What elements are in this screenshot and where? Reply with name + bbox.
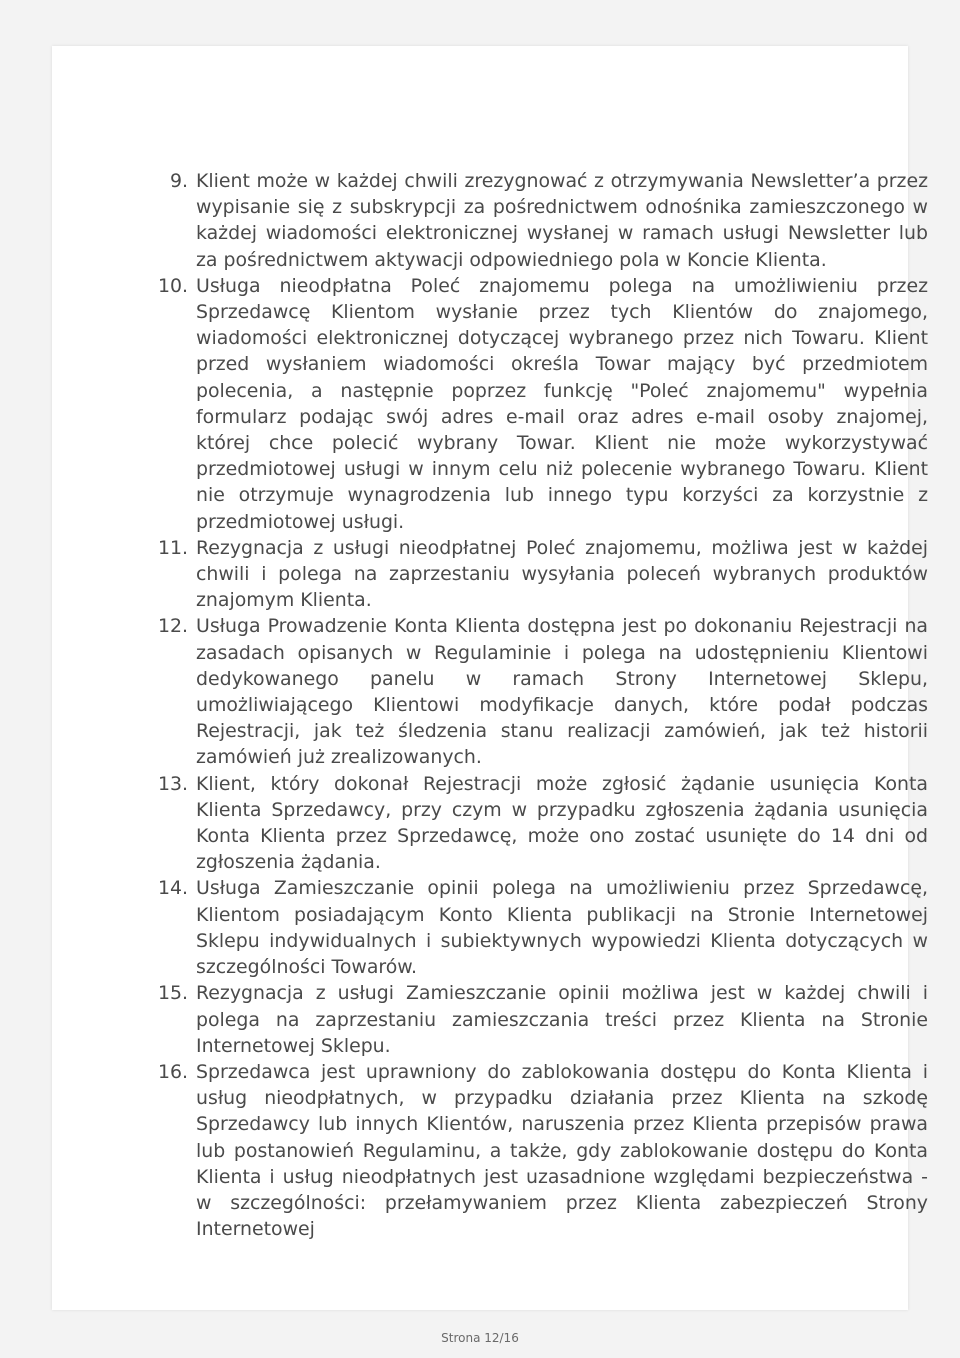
item-number: 13. — [157, 772, 188, 795]
item-text: Usługa nieodpłatna Poleć znajomemu polega na umożliwieniu przez Sprzedawcę Klientom wysłanie przez tych Klientów do znajomego, wiadomości elektronicznej dotyczącej wybranego przez nich Towaru. Klient przed wysłaniem wiadomości określa Towar mający być przedmiotem polecenia, a następnie poprzez funkcję "Poleć znajomemu" wypełnia formularz podając swój adres e-mail oraz adres e-mail osoby znajomej, której chce polecić wybrany Towar. Klient nie może wykorzystywać przedmiotowej usługi w innym celu niż polecenie wybranego Towaru. Klient nie otrzymuje wynagrodzenia lub innego typu korzyści za korzystnie z przedmiotowej usługi. — [196, 274, 928, 533]
item-text: Usługa Zamieszczanie opinii polega na umożliwieniu przez Sprzedawcę, Klientom posiadającym Konto Klienta publikacji na Stronie Internetowej Sklepu indywidualnych i subiektywnych wypowiedzi Klienta dotyczących w szczególności Towarów. — [196, 877, 928, 979]
list-item-16 — [104, 1059, 928, 1242]
item-text: Klient, który dokonał Rejestracji może zgłosić żądanie usunięcia Konta Klienta Sprzedawcy, przy czym w przypadku zgłoszenia żądania usunięcia Konta Klienta przez Sprzedawcę, może ono zostać usunięte do 14 dni od zgłoszenia żądania. — [196, 772, 928, 874]
document-page — [52, 46, 928, 1310]
list-item-11 — [104, 535, 928, 614]
page-number-footer: Strona 12/16 — [441, 1331, 519, 1345]
list-item-10 — [104, 273, 928, 535]
item-text: Klient może w każdej chwili zrezygnować z otrzymywania Newsletter’a przez wypisanie się z subskrypcji za pośrednictwem odnośnika zamieszczonego w każdej wiadomości elektronicznej wysłanej w ramach usługi Newsletter lub za pośrednictwem aktywacji odpowiedniego pola w Koncie Klienta. — [196, 170, 928, 271]
list-item-15 — [104, 980, 928, 1059]
list-item-9 — [104, 168, 928, 273]
terms-list — [104, 168, 928, 1242]
list-item-13 — [104, 771, 928, 876]
item-number: 15. — [157, 982, 188, 1005]
list-item-14 — [104, 875, 928, 980]
item-number: 14. — [157, 877, 188, 900]
item-number: 11. — [157, 536, 188, 559]
item-number: 10. — [157, 274, 188, 297]
item-text: Rezygnacja z usługi nieodpłatnej Poleć znajomemu, możliwa jest w każdej chwili i polega na zaprzestaniu wysyłania poleceń wybranych produktów znajomym Klienta. — [196, 536, 928, 612]
item-number: 16. — [157, 1060, 188, 1083]
item-number: 9. — [169, 170, 188, 192]
list-item-12 — [104, 613, 928, 770]
item-text: Usługa Prowadzenie Konta Klienta dostępna jest po dokonaniu Rejestracji na zasadach opisanych w Regulaminie i polega na udostępnieniu Klientowi dedykowanego panelu w ramach Strony Internetowej Sklepu, umożliwiającego Klientowi modyfikacje danych, które podał podczas Rejestracji, jak też śledzenia stanu realizacji zamówień, jak też historii zamówień już zrealizowanych. — [196, 615, 928, 769]
item-number: 12. — [157, 615, 188, 638]
item-text: Rezygnacja z usługi Zamieszczanie opinii możliwa jest w każdej chwili i polega na zaprzestaniu zamieszczania treści przez Klienta na Stronie Internetowej Sklepu. — [196, 982, 928, 1057]
item-text: Sprzedawca jest uprawniony do zablokowania dostępu do Konta Klienta i usług nieodpłatnych, w przypadku działania przez Klienta na szkodę Sprzedawcy lub innych Klientów, naruszenia przez Klienta przepisów prawa lub postanowień Regulaminu, a także, gdy zablokowanie dostępu do Konta Klienta i usług nieodpłatnych jest uzasadnione względami bezpieczeństwa - w szczególności: przełamywaniem przez Klienta zabezpieczeń Strony Internetowej — [196, 1060, 928, 1241]
